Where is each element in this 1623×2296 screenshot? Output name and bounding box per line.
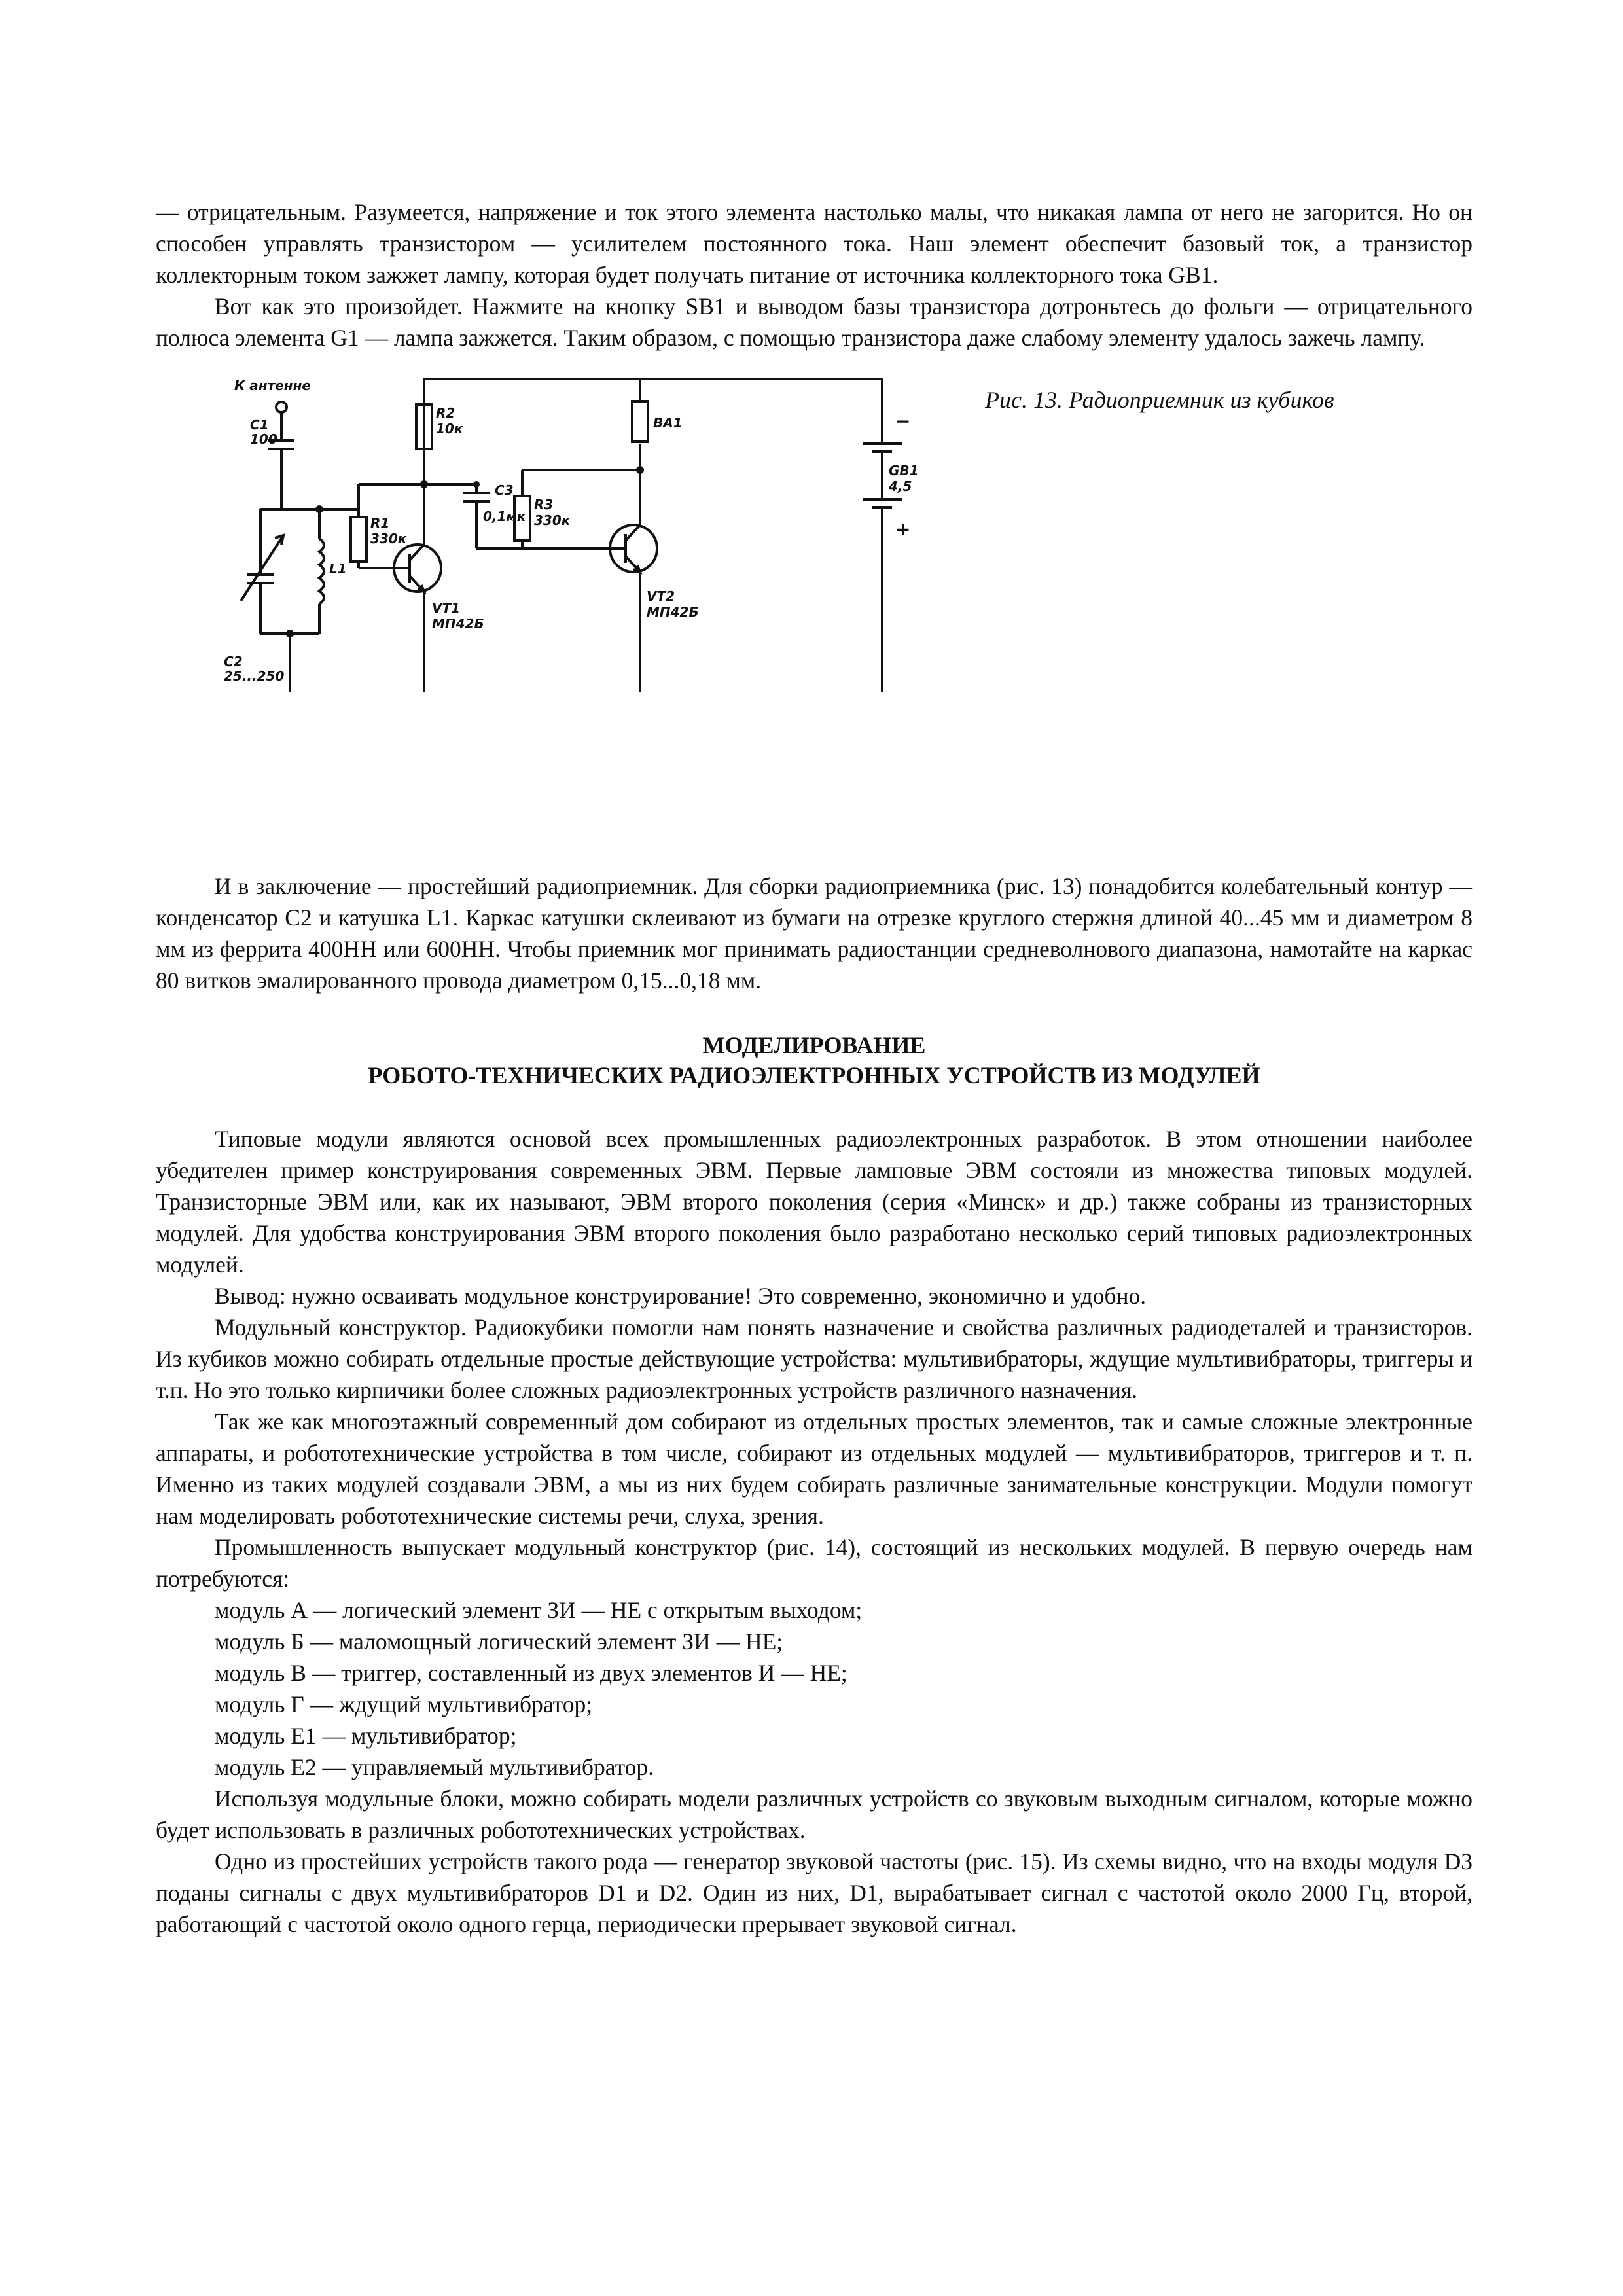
antenna-label: К антенне xyxy=(234,378,311,393)
r1-value: 330к xyxy=(370,531,407,547)
paragraph-modular-constructor: Модульный конструктор. Радиокубики помогли нам понять назначение и свойства различных радиодеталей и транзисторов. Из кубиков можно собирать отдельные простые действующие устройства: мультивибраторы, ждущие мультивибраторы, триггеры и т.п. Но это только кирпичики более сложных радиоэлектронных устройств различного назначения. xyxy=(156,1314,1472,1403)
module-list-item: модуль Г — ждущий мультивибратор; xyxy=(215,1691,593,1717)
plus-sign: + xyxy=(895,518,911,540)
vt2-label: VT2 xyxy=(647,588,675,604)
minus-sign: − xyxy=(895,410,911,432)
gb1-label: GB1 xyxy=(889,463,919,478)
page xyxy=(156,196,1472,1940)
ba1-label: BA1 xyxy=(653,415,683,431)
paragraph-intro-continued: — отрицательным. Разумеется, напряжение и ток этого элемента настолько малы, что никакая лампа от него не загорится. Но он способен управлять транзистором — усилителем постоянного тока. Наш элемент обеспечит базовый ток, а транзистор коллекторным током зажжет лампу, которая будет получать питание от источника коллекторного тока GB1. xyxy=(156,199,1472,288)
module-list-item: модуль А — логический элемент ЗИ — НЕ с открытым выходом; xyxy=(215,1597,863,1623)
c3-label: C3 xyxy=(495,482,514,498)
paragraph-lamp-lights: Вот как это произойдет. Нажмите на кнопку SB1 и выводом базы транзистора дотроньтесь до фольги — отрицательного полюса элемента G1 — лампа зажжется. Таким образом, с помощью транзистора даже слабому элементу удалось зажечь лампу. xyxy=(156,293,1472,351)
section-heading xyxy=(156,1030,1472,1090)
radio-receiver-schematic xyxy=(221,378,941,843)
r2-value: 10к xyxy=(436,421,463,437)
heading-line-1: МОДЕЛИРОВАНИЕ xyxy=(702,1032,926,1058)
c2-value: 25...250 xyxy=(224,668,285,684)
vt1-label: VT1 xyxy=(432,600,461,616)
vt1-type: МП42Б xyxy=(432,616,484,632)
c3-value: 0,1мк xyxy=(483,509,526,524)
r3-value: 330к xyxy=(534,512,571,528)
figure-13 xyxy=(156,353,1472,870)
module-list-item: модуль Б — маломощный логический элемент ЗИ — НЕ; xyxy=(215,1628,783,1655)
c2-label: C2 xyxy=(224,654,243,670)
paragraph-radio-receiver: И в заключение — простейший радиоприемник. Для сборки радиоприемника (рис. 13) понадобится колебательный контур — конденсатор C2 и катушка L1. Каркас катушки склеивают из бумаги на отрезке круглого стержня длиной 40...45 мм и диаметром 8 мм из феррита 400НН или 600НН. Чтобы приемник мог принимать радиостанции средневолнового диапазона, намотайте на каркас 80 витков эмалированного провода диаметром 0,15...0,18 мм. xyxy=(156,873,1472,994)
paragraph-conclusion: Вывод: нужно осваивать модульное конструирование! Это современно, экономично и удобно. xyxy=(215,1283,1147,1309)
r2-label: R2 xyxy=(436,405,455,421)
paragraph-modular-blocks: Используя модульные блоки, можно собирать модели различных устройств со звуковым выходным сигналом, которые можно будет использовать в различных робототехнических устройствах. xyxy=(156,1785,1472,1843)
gb1-value: 4,5 xyxy=(889,478,912,494)
paragraph-sound-generator: Одно из простейших устройств такого рода — генератор звуковой частоты (рис. 15). Из схемы видно, что на входы модуля D3 поданы сигналы с двух мультивибраторов D1 и D2. Один из них, D1, вырабатывает сигнал с частотой около 2000 Гц, второй, работающий с частотой около одного герца, периодически прерывает звуковой сигнал. xyxy=(156,1848,1472,1937)
c1-value: 100 xyxy=(250,431,277,447)
r1-label: R1 xyxy=(370,515,390,531)
c1-label: C1 xyxy=(250,417,269,433)
paragraph-multistorey-house: Так же как многоэтажный современный дом собирают из отдельных простых элементов, так и самые сложные электронные аппараты, и робототехнические устройства в том числе, собирают из отдельных модулей — мультивибраторов, триггеров и т. п. Именно из таких модулей создавали ЭВМ, а мы из них будем собирать различные занимательные конструкции. Модули помогут нам моделировать робототехнические системы речи, слуха, зрения. xyxy=(156,1408,1472,1529)
l1-label: L1 xyxy=(329,561,347,577)
vt2-type: МП42Б xyxy=(647,604,699,620)
module-list-item: модуль Е2 — управляемый мультивибратор. xyxy=(215,1754,654,1780)
paragraph-typical-modules: Типовые модули являются основой всех промышленных радиоэлектронных разработок. В этом отношении наиболее убедителен пример конструирования современных ЭВМ. Первые ламповые ЭВМ состояли из множества типовых модулей. Транзисторные ЭВМ или, как их называют, ЭВМ второго поколения (серия «Минск» и др.) также собраны из транзисторных модулей. Для удобства конструирования ЭВМ второго поколения было разработано несколько серий типовых радиоэлектронных модулей. xyxy=(156,1126,1472,1278)
figure-caption: Рис. 13. Радиоприемник из кубиков xyxy=(985,387,1334,413)
module-list-item: модуль Е1 — мультивибратор; xyxy=(215,1723,517,1749)
module-list-item: модуль В — триггер, составленный из двух элементов И — НЕ; xyxy=(215,1660,847,1686)
paragraph-industry: Промышленность выпускает модульный конструктор (рис. 14), состоящий из нескольких модулей. В первую очередь нам потребуются: xyxy=(156,1534,1472,1592)
heading-line-2: РОБОТО-ТЕХНИЧЕСКИХ РАДИОЭЛЕКТРОННЫХ УСТРОЙСТВ ИЗ МОДУЛЕЙ xyxy=(368,1062,1260,1088)
r3-label: R3 xyxy=(534,497,554,512)
